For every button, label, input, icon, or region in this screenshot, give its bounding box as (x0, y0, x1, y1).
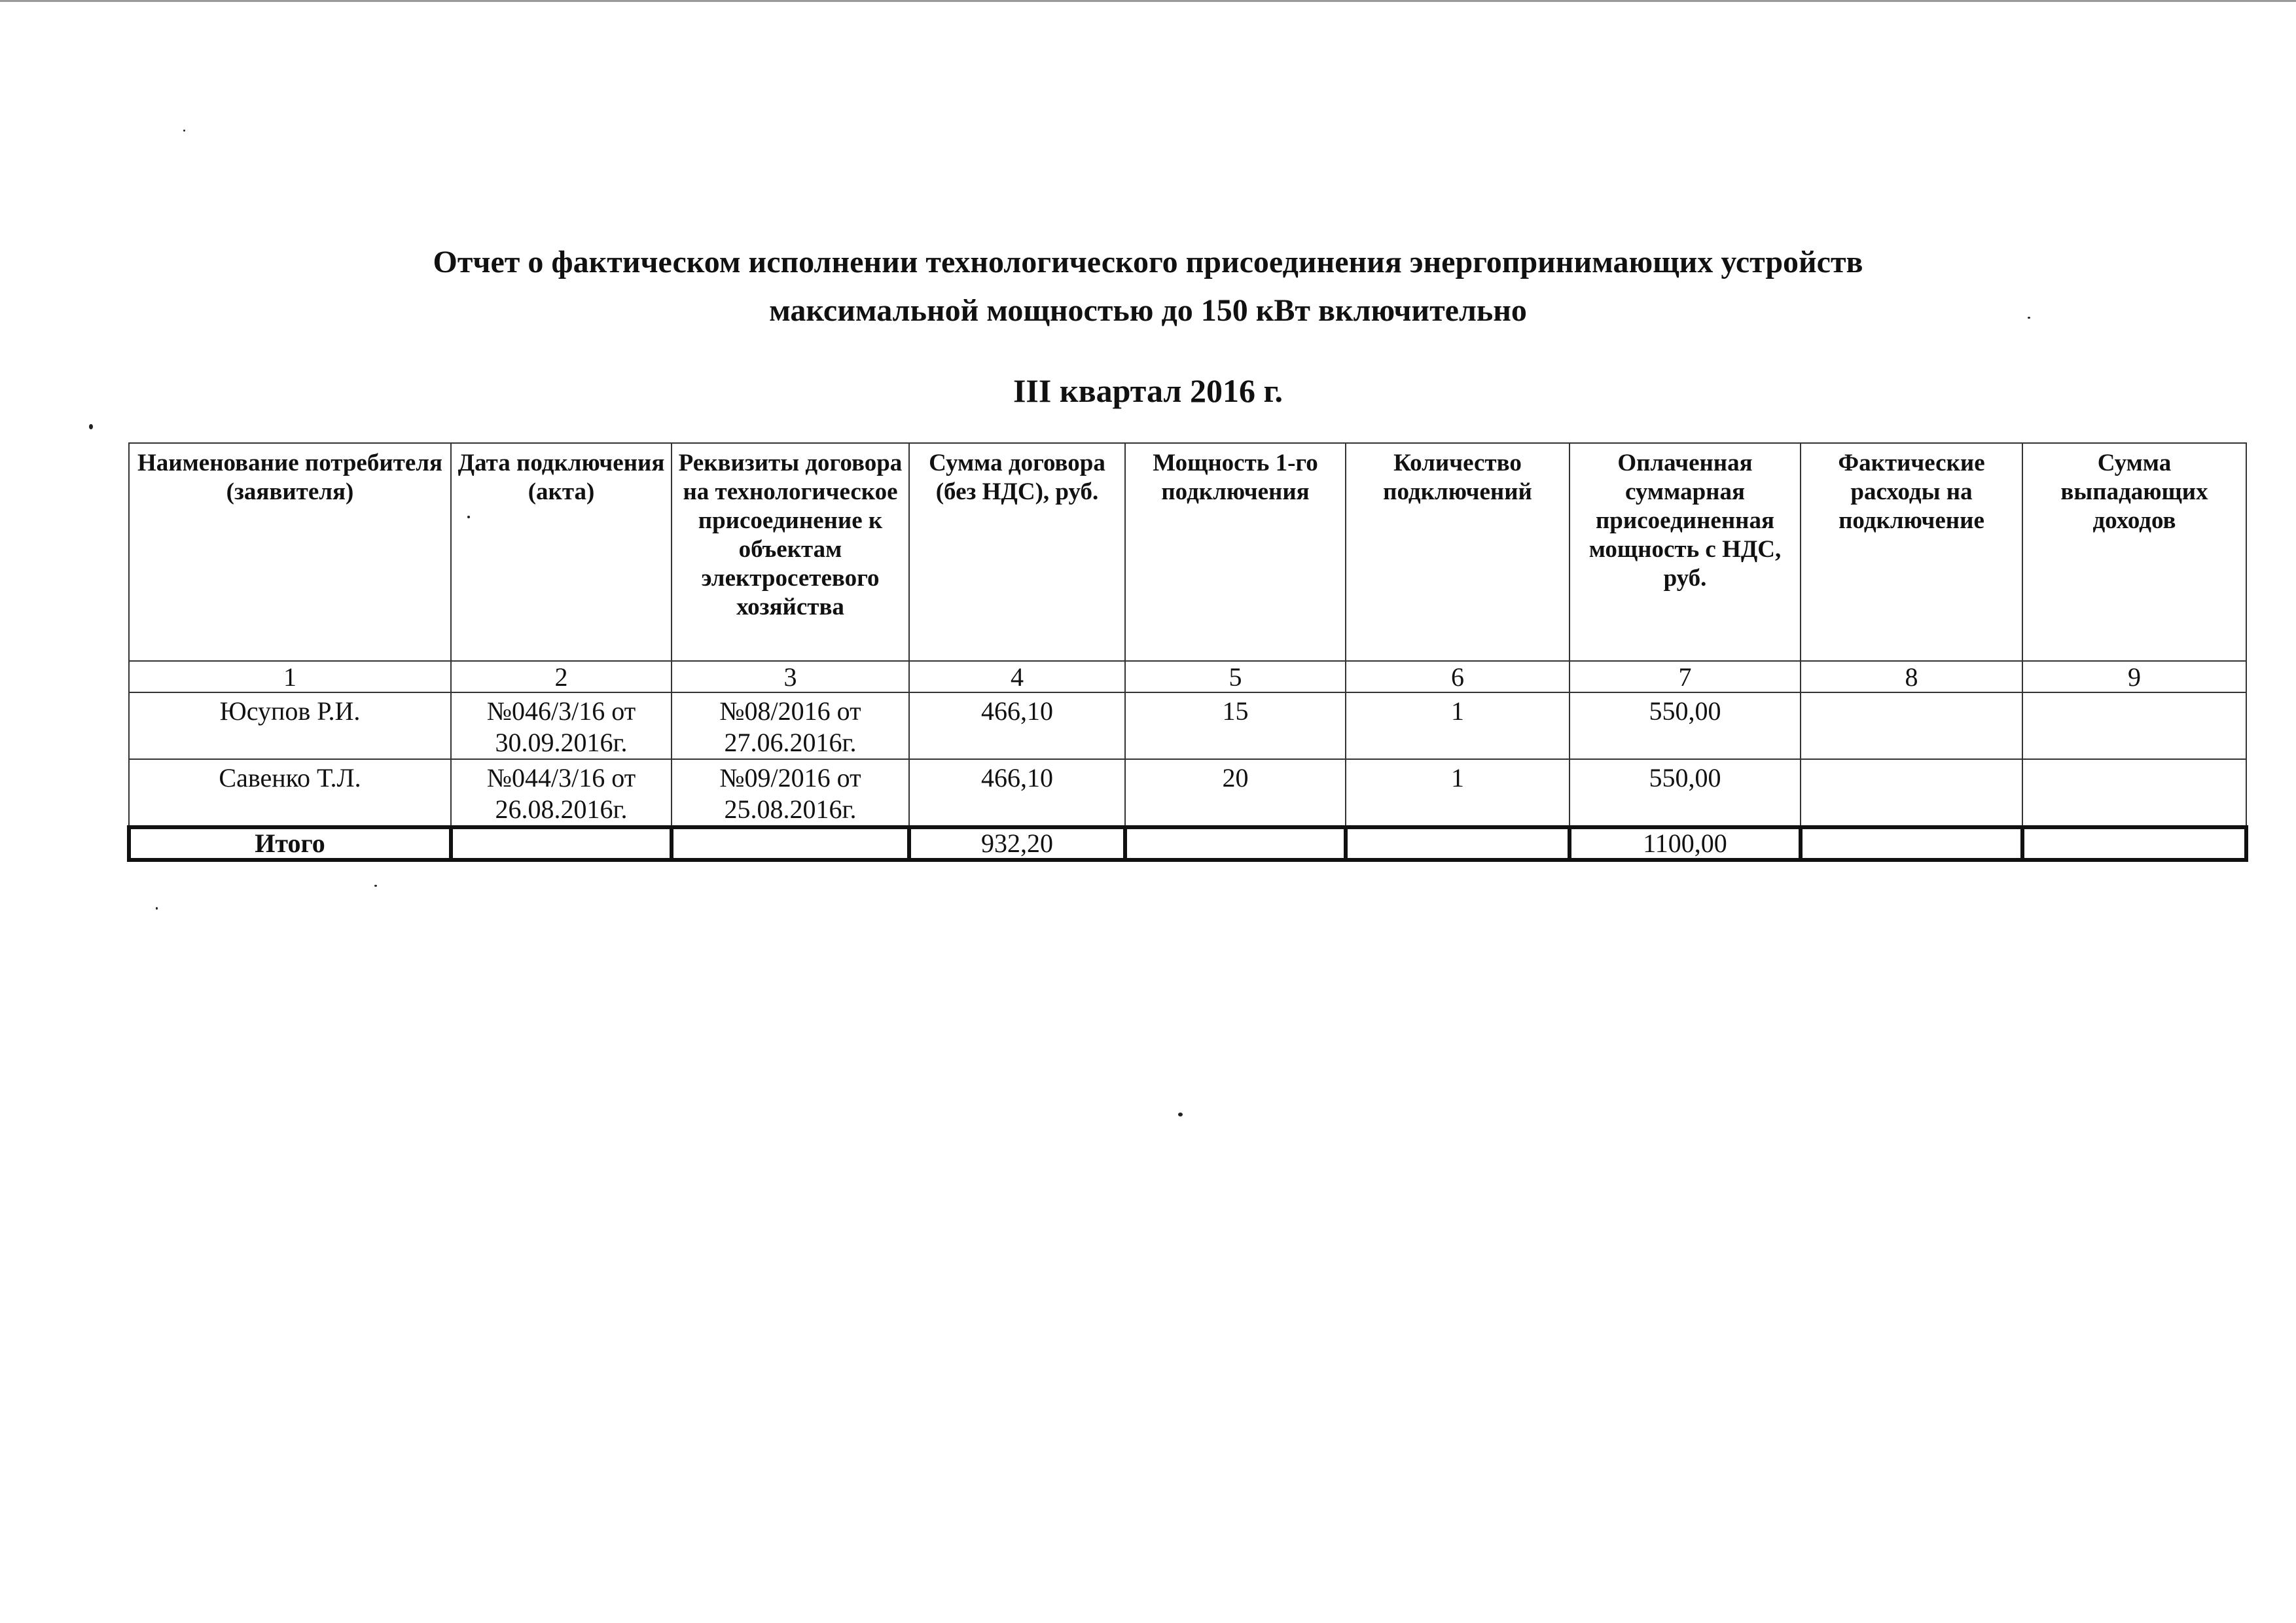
column-number: 8 (1801, 661, 2022, 692)
total-contract-sum: 932,20 (909, 827, 1125, 860)
scan-speck (1178, 1113, 1183, 1116)
header-consumer-name: Наименование потребителя (заявителя) (129, 443, 451, 661)
total-cell (1801, 827, 2022, 860)
cell-lost-income-sum (2022, 759, 2246, 827)
header-contract-details: Реквизиты договора на технологическое присоединение к объектам электросетевого хозяйства (672, 443, 909, 661)
table-row (129, 692, 2246, 759)
report-table (127, 442, 2248, 862)
cell-contract-sum: 466,10 (909, 692, 1125, 759)
total-cell (451, 827, 672, 860)
cell-lost-income-sum (2022, 692, 2246, 759)
scan-speck (374, 885, 377, 887)
report-title-line-2: максимальной мощностью до 150 кВт включительно (769, 293, 1527, 328)
total-paid-power: 1100,00 (1570, 827, 1801, 860)
cell-connection-date: №044/3/16 от 26.08.2016г. (451, 759, 672, 827)
column-number: 1 (129, 661, 451, 692)
total-label: Итого (129, 827, 451, 860)
header-contract-sum: Сумма договора (без НДС), руб. (909, 443, 1125, 661)
scan-speck (467, 516, 470, 518)
total-cell (672, 827, 909, 860)
header-connections-count: Количество подключений (1346, 443, 1570, 661)
column-number: 5 (1125, 661, 1346, 692)
total-cell (2022, 827, 2246, 860)
table-header-row (129, 443, 2246, 661)
column-number: 9 (2022, 661, 2246, 692)
header-first-connection-power: Мощность 1-го подключения (1125, 443, 1346, 661)
report-title-line-1: Отчет о фактическом исполнении технологического присоединения энергопринимающих устройств (433, 245, 1863, 279)
cell-consumer-name: Юсупов Р.И. (129, 692, 451, 759)
cell-paid-total-power: 550,00 (1570, 692, 1801, 759)
column-number: 3 (672, 661, 909, 692)
cell-first-connection-power: 20 (1125, 759, 1346, 827)
column-number: 6 (1346, 661, 1570, 692)
column-number: 2 (451, 661, 672, 692)
scan-speck (183, 130, 185, 132)
header-lost-income-sum: Сумма выпадающих доходов (2022, 443, 2246, 661)
header-actual-expenses: Фактические расходы на подключение (1801, 443, 2022, 661)
column-number: 4 (909, 661, 1125, 692)
total-cell (1346, 827, 1570, 860)
scan-speck (89, 424, 93, 429)
header-paid-total-power: Оплаченная суммарная присоединенная мощность с НДС, руб. (1570, 443, 1801, 661)
cell-consumer-name: Савенко Т.Л. (129, 759, 451, 827)
cell-connection-date: №046/3/16 от 30.09.2016г. (451, 692, 672, 759)
scan-speck (156, 907, 158, 910)
scan-top-edge (0, 0, 2296, 2)
report-period: III квартал 2016 г. (1013, 372, 1283, 409)
cell-actual-expenses (1801, 759, 2022, 827)
cell-contract-details: №09/2016 от 25.08.2016г. (672, 759, 909, 827)
total-row (129, 827, 2246, 860)
column-number: 7 (1570, 661, 1801, 692)
table-row (129, 759, 2246, 827)
column-number-row (129, 661, 2246, 692)
total-cell (1125, 827, 1346, 860)
cell-connections-count: 1 (1346, 759, 1570, 827)
cell-contract-details: №08/2016 от 27.06.2016г. (672, 692, 909, 759)
cell-contract-sum: 466,10 (909, 759, 1125, 827)
cell-first-connection-power: 15 (1125, 692, 1346, 759)
cell-paid-total-power: 550,00 (1570, 759, 1801, 827)
scan-speck (2028, 317, 2030, 319)
cell-actual-expenses (1801, 692, 2022, 759)
cell-connections-count: 1 (1346, 692, 1570, 759)
header-connection-date: Дата подключения (акта) (451, 443, 672, 661)
